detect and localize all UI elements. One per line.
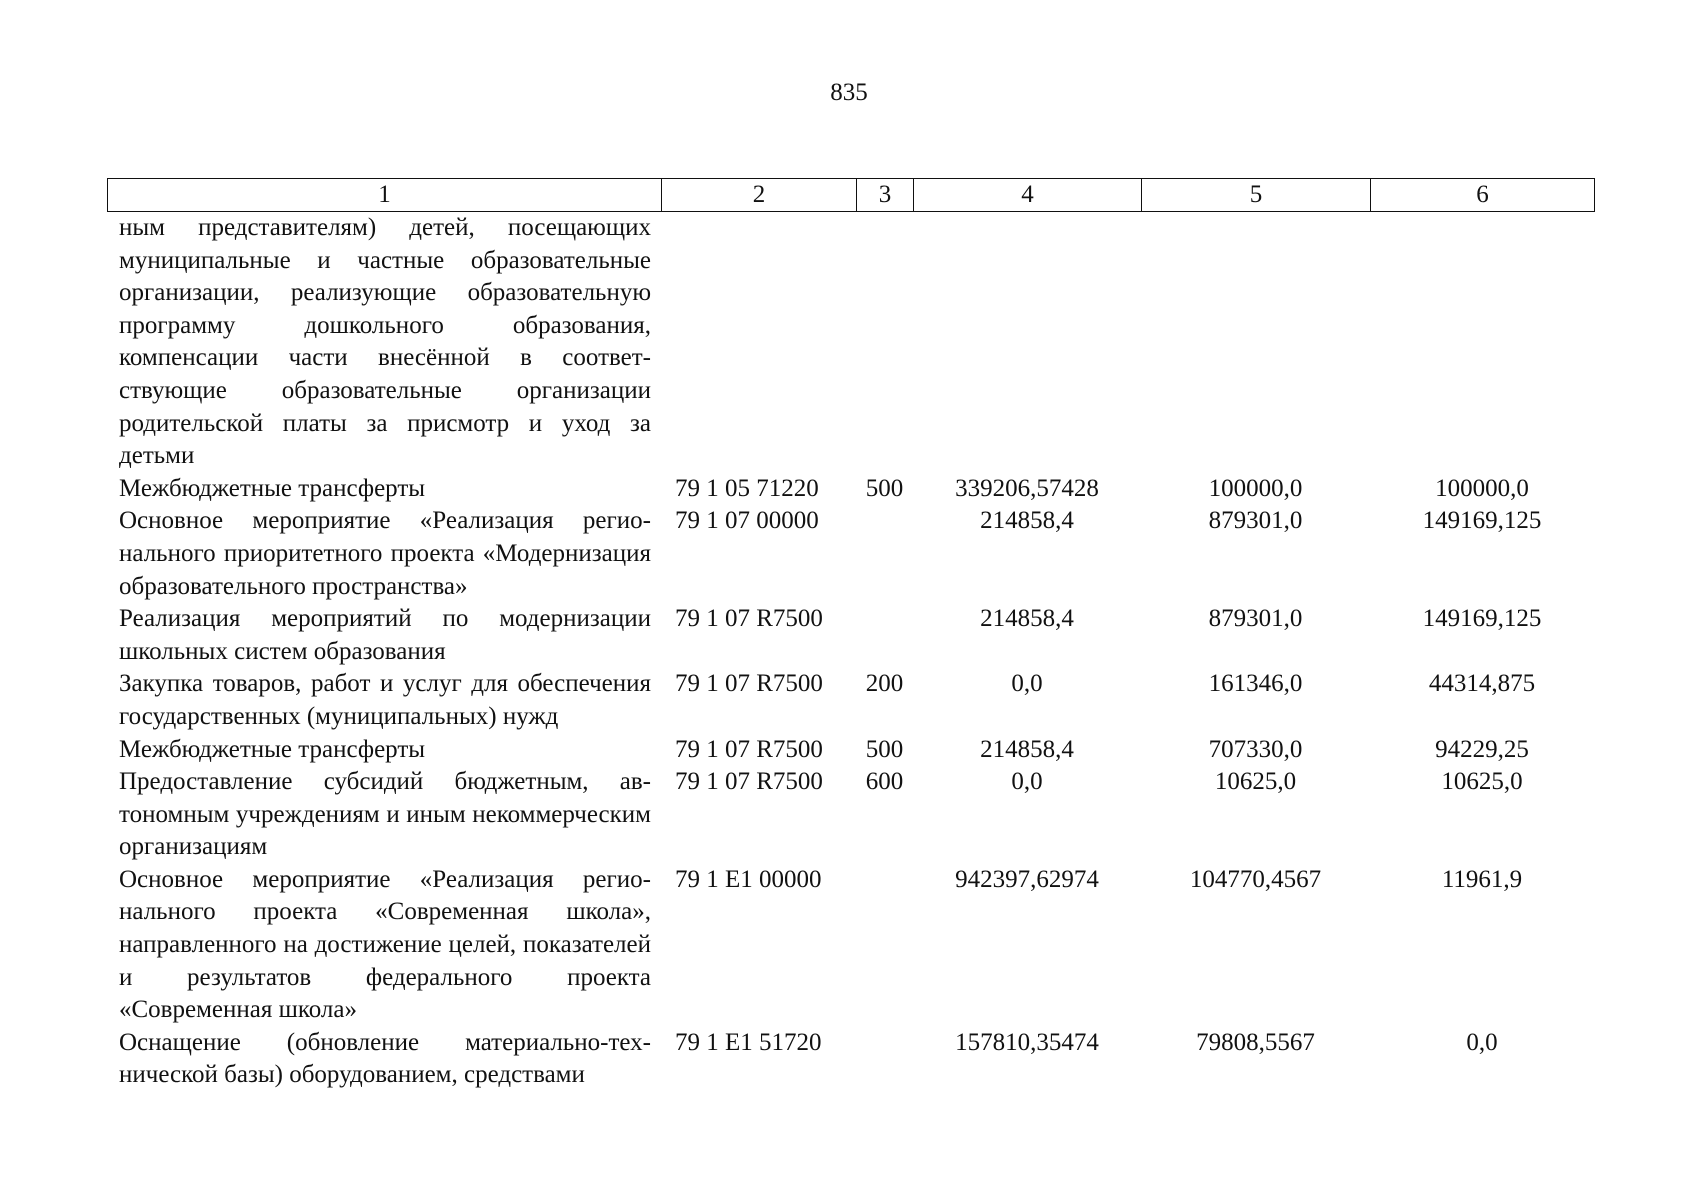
row-value-col5: 161346,0 — [1208, 670, 1303, 698]
column-header-row — [108, 179, 1595, 212]
row-expense-kind: 600 — [865, 768, 904, 796]
table-row — [107, 1027, 1594, 1092]
row-code: 79 1 E1 00000 — [675, 865, 822, 893]
row-value-col4: 157810,35474 — [955, 1028, 1099, 1056]
column-header-table — [107, 178, 1595, 212]
row-expense-kind: 500 — [865, 474, 904, 502]
table-row — [107, 734, 1594, 767]
row-value-col5: 707330,0 — [1208, 735, 1303, 763]
column-header-3: 3 — [857, 179, 914, 212]
row-value-col6 — [1370, 212, 1594, 473]
table-row — [107, 668, 1594, 733]
table-row — [107, 864, 1594, 1027]
row-value-col4: 0,0 — [1011, 670, 1043, 698]
row-value-col4: 339206,57428 — [955, 474, 1099, 502]
row-code: 79 1 07 R7500 — [675, 768, 823, 796]
row-expense-kind — [856, 1027, 913, 1092]
row-code: 79 1 05 71220 — [675, 474, 819, 502]
row-description: Реализация мероприятий по модернизации школьных систем образования — [119, 605, 651, 665]
table-row — [107, 212, 1594, 473]
row-description: Межбюджетные трансферты — [119, 474, 426, 502]
row-expense-kind — [856, 864, 913, 1027]
row-description: ным представителям) детей, посещающих муниципальные и частные образовательные организации, реализующие образовательную программу дошкольного образования, компенсации части внесённой в соответствующие образовательные организации родительской платы за присмотр и уход за детьми — [119, 214, 651, 470]
table-row — [107, 505, 1594, 603]
column-header-1: 1 — [108, 179, 662, 212]
row-value-col5: 879301,0 — [1208, 507, 1303, 535]
column-header-5: 5 — [1142, 179, 1371, 212]
row-expense-kind — [856, 505, 913, 603]
column-header-2: 2 — [662, 179, 857, 212]
row-value-col5: 10625,0 — [1214, 768, 1297, 796]
row-code: 79 1 E1 51720 — [675, 1028, 822, 1056]
row-code: 79 1 07 R7500 — [675, 605, 823, 633]
table-row — [107, 473, 1594, 506]
column-header-4: 4 — [914, 179, 1142, 212]
table-row — [107, 603, 1594, 668]
row-value-col6: 44314,875 — [1428, 670, 1536, 698]
row-value-col6: 100000,0 — [1435, 474, 1529, 502]
row-value-col6: 11961,9 — [1441, 865, 1523, 893]
row-description: Закупка товаров, работ и услуг для обеспечения государственных (муниципальных) нужд — [119, 670, 651, 730]
budget-table — [107, 212, 1594, 1092]
row-description: Основное мероприятие «Реализация регионального приоритетного проекта «Модернизация образовательного пространства» — [119, 507, 651, 600]
row-value-col4: 0,0 — [1011, 768, 1043, 796]
row-value-col5: 100000,0 — [1208, 474, 1303, 502]
budget-table-body — [107, 212, 1594, 1092]
row-value-col6: 0,0 — [1466, 1028, 1498, 1056]
row-value-col5: 879301,0 — [1208, 605, 1303, 633]
row-value-col5: 79808,5567 — [1196, 1028, 1315, 1056]
row-code: 79 1 07 R7500 — [675, 670, 823, 698]
row-value-col4: 214858,4 — [980, 735, 1074, 763]
page-number: 835 — [830, 79, 868, 106]
row-value-col4: 942397,62974 — [955, 865, 1099, 893]
row-value-col5 — [1141, 212, 1370, 473]
row-expense-kind — [856, 603, 913, 668]
row-code: 79 1 07 R7500 — [675, 735, 823, 763]
row-value-col6: 94229,25 — [1435, 735, 1529, 763]
row-value-col6: 149169,125 — [1422, 605, 1542, 633]
row-expense-kind — [856, 212, 913, 473]
row-code — [661, 212, 856, 473]
row-value-col5: 104770,4567 — [1189, 865, 1322, 893]
row-value-col4: 214858,4 — [980, 605, 1074, 633]
row-description: Основное мероприятие «Реализация регионального проекта «Современная школа», направленного на достижение целей, показателей и результатов федерального проекта «Современная школа» — [119, 865, 651, 1024]
row-value-col4 — [913, 212, 1141, 473]
row-description: Межбюджетные трансферты — [119, 735, 426, 763]
row-value-col4: 214858,4 — [980, 507, 1074, 535]
row-value-col6: 10625,0 — [1441, 768, 1523, 796]
column-header-6: 6 — [1371, 179, 1595, 212]
row-expense-kind: 500 — [865, 735, 904, 763]
row-expense-kind: 200 — [865, 670, 904, 698]
row-description: Предоставление субсидий бюджетным, автономным учреждениям и иным некоммерческим организациям — [119, 768, 651, 861]
table-row — [107, 766, 1594, 864]
row-value-col6: 149169,125 — [1422, 507, 1542, 535]
row-code: 79 1 07 00000 — [675, 507, 819, 535]
row-description: Оснащение (обновление материально-технической базы) оборудованием, средствами — [119, 1028, 651, 1089]
